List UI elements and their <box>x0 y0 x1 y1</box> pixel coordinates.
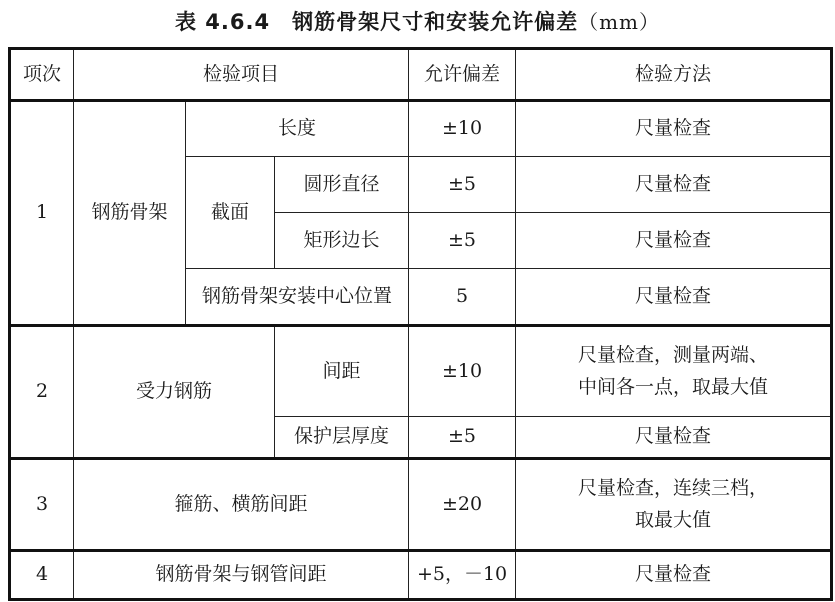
row-1-center-tolerance: 5 <box>409 269 516 326</box>
row-1-round-label: 圆形直径 <box>275 157 409 213</box>
row-1-no: 1 <box>10 101 74 326</box>
row-2-spacing-method-line1: 尺量检查，测量两端、 <box>578 344 769 367</box>
header-method: 检验方法 <box>516 49 832 101</box>
table-title <box>0 6 835 36</box>
row-1-length-label: 长度 <box>186 101 409 157</box>
row-2-group: 受力钢筋 <box>74 326 275 459</box>
header-row <box>10 49 832 101</box>
row-2-cover-method: 尺量检查 <box>516 417 832 459</box>
row-3-method-line1: 尺量检查，连续三档， <box>578 477 769 500</box>
row-1-rect-method: 尺量检查 <box>516 213 832 269</box>
row-4-tolerance: +5，－10 <box>409 551 516 600</box>
row-2-spacing-method <box>516 326 832 417</box>
row-2-cover-tolerance: ±5 <box>409 417 516 459</box>
table-row <box>10 101 832 157</box>
table-row <box>10 551 832 600</box>
row-2-spacing-tolerance: ±10 <box>409 326 516 417</box>
row-1-length-tolerance: ±10 <box>409 101 516 157</box>
row-2-spacing-method-line2: 中间各一点，取最大值 <box>578 375 769 398</box>
table-title-unit: （mm） <box>578 10 661 34</box>
row-1-rect-tolerance: ±5 <box>409 213 516 269</box>
row-1-round-tolerance: ±5 <box>409 157 516 213</box>
row-1-round-method: 尺量检查 <box>516 157 832 213</box>
header-no: 项次 <box>10 49 74 101</box>
row-1-group: 钢筋骨架 <box>74 101 186 326</box>
row-3-no: 3 <box>10 459 74 551</box>
row-2-cover-label: 保护层厚度 <box>275 417 409 459</box>
header-item: 检验项目 <box>74 49 409 101</box>
table-row <box>10 459 832 551</box>
row-4-label: 钢筋骨架与钢管间距 <box>74 551 409 600</box>
row-1-section-label: 截面 <box>186 157 275 269</box>
table-title-main: 表 4.6.4 钢筋骨架尺寸和安装允许偏差 <box>174 10 579 34</box>
row-4-method: 尺量检查 <box>516 551 832 600</box>
row-1-center-label: 钢筋骨架安装中心位置 <box>186 269 409 326</box>
row-1-rect-label: 矩形边长 <box>275 213 409 269</box>
header-tolerance: 允许偏差 <box>409 49 516 101</box>
row-3-tolerance: ±20 <box>409 459 516 551</box>
row-4-no: 4 <box>10 551 74 600</box>
table-row <box>10 326 832 417</box>
tolerance-table <box>8 47 833 601</box>
row-3-method-line2: 取最大值 <box>635 508 712 531</box>
row-2-spacing-label: 间距 <box>275 326 409 417</box>
row-3-label: 箍筋、横筋间距 <box>74 459 409 551</box>
row-1-length-method: 尺量检查 <box>516 101 832 157</box>
row-2-no: 2 <box>10 326 74 459</box>
row-1-center-method: 尺量检查 <box>516 269 832 326</box>
row-3-method <box>516 459 832 551</box>
